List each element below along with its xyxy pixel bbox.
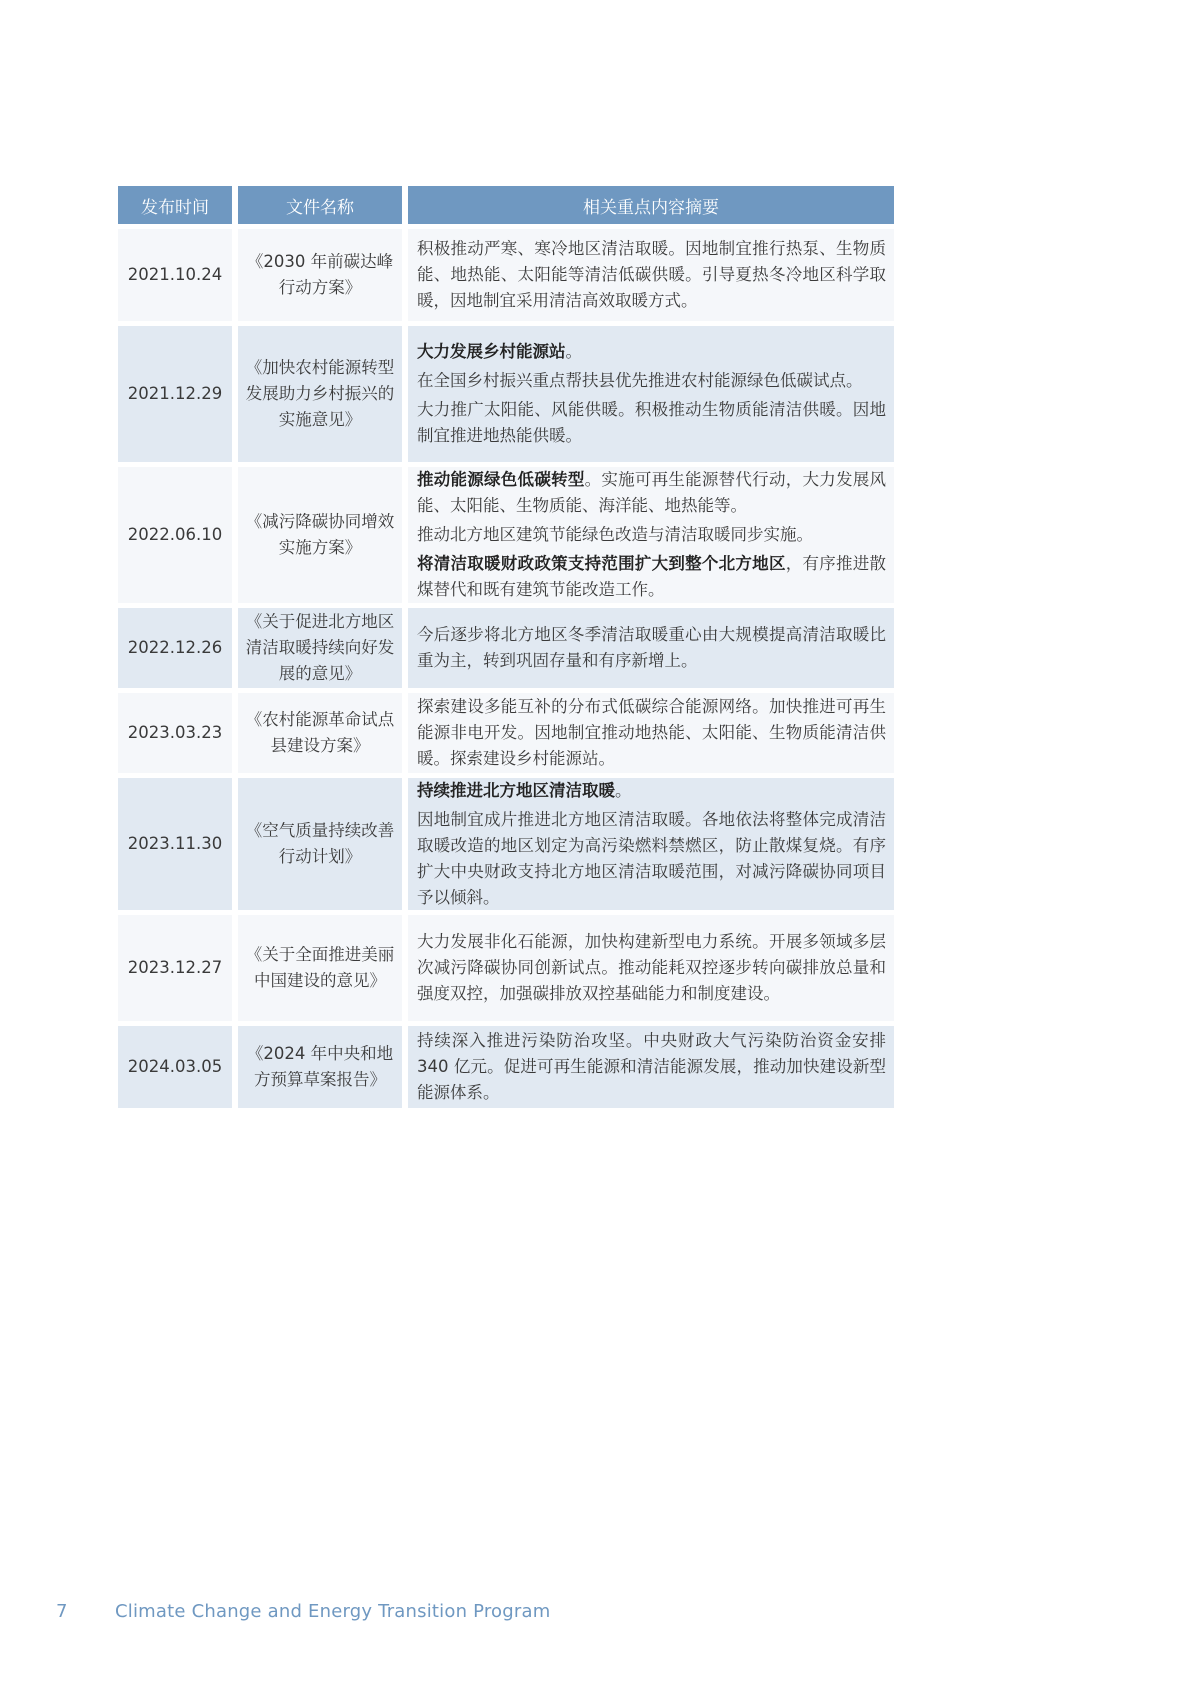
row-date: 2023.12.27	[118, 915, 232, 1021]
row-summary	[408, 693, 894, 773]
summary-text: 大力发展非化石能源，加快构建新型电力系统。开展多领域多层次减污降碳协同创新试点。推动能耗双控逐步转向碳排放总量和强度双控，加强碳排放双控基础能力和制度建设。	[417, 932, 886, 1003]
summary-paragraph	[417, 368, 886, 394]
row-date: 2023.11.30	[118, 778, 232, 910]
row-document-name: 《空气质量持续改善行动计划》	[238, 778, 402, 910]
summary-text: 大力推广太阳能、风能供暖。积极推动生物质能清洁供暖。因地制宜推进地热能供暖。	[417, 400, 886, 445]
row-document-name: 《减污降碳协同增效实施方案》	[238, 467, 402, 603]
summary-paragraph	[417, 236, 886, 314]
row-summary	[408, 778, 894, 910]
summary-highlight: 持续推进北方地区清洁取暖	[417, 780, 615, 800]
summary-text: 持续深入推进污染防治攻坚。中央财政大气污染防治资金安排 340 亿元。促进可再生能源和清洁能源发展，推动加快建设新型能源体系。	[417, 1031, 886, 1102]
header-summary: 相关重点内容摘要	[408, 186, 894, 224]
row-date: 2022.06.10	[118, 467, 232, 603]
row-document-name: 《农村能源革命试点县建设方案》	[238, 693, 402, 773]
summary-paragraph	[417, 339, 886, 365]
summary-paragraph	[417, 467, 886, 519]
summary-text: 积极推动严寒、寒冷地区清洁取暖。因地制宜推行热泵、生物质能、地热能、太阳能等清洁低碳供暖。引导夏热冬冷地区科学取暖，因地制宜采用清洁高效取暖方式。	[417, 239, 886, 310]
footer-program-name: Climate Change and Energy Transition Program	[115, 1601, 551, 1622]
row-document-name: 《2024 年中央和地方预算草案报告》	[238, 1026, 402, 1108]
row-date: 2022.12.26	[118, 608, 232, 688]
summary-paragraph	[417, 1028, 886, 1106]
row-date: 2021.12.29	[118, 326, 232, 462]
summary-text: 推动北方地区建筑节能绿色改造与清洁取暖同步实施。	[417, 525, 813, 544]
summary-paragraph	[417, 929, 886, 1007]
summary-paragraph	[417, 622, 886, 674]
row-document-name: 《关于促进北方地区清洁取暖持续向好发展的意见》	[238, 608, 402, 688]
summary-text: 因地制宜成片推进北方地区清洁取暖。各地依法将整体完成清洁取暖改造的地区划定为高污染燃料禁燃区，防止散煤复烧。有序扩大中央财政支持北方地区清洁取暖范围，对减污降碳协同项目予以倾斜。	[417, 809, 886, 907]
summary-text: 探索建设多能互补的分布式低碳综合能源网络。加快推进可再生能源非电开发。因地制宜推动地热能、太阳能、生物质能清洁供暖。探索建设乡村能源站。	[417, 697, 886, 768]
summary-highlight: 大力发展乡村能源站	[417, 342, 566, 361]
summary-paragraph	[417, 522, 886, 548]
summary-paragraph	[417, 551, 886, 603]
summary-highlight: 推动能源绿色低碳转型	[417, 470, 585, 489]
row-document-name: 《2030 年前碳达峰行动方案》	[238, 229, 402, 321]
summary-paragraph	[417, 397, 886, 449]
row-summary	[408, 326, 894, 462]
row-date: 2021.10.24	[118, 229, 232, 321]
row-summary	[408, 229, 894, 321]
summary-text: ，有序推进散煤替代和既有建筑节能改造工作。	[417, 554, 887, 599]
summary-text: 。	[565, 342, 582, 361]
row-document-name: 《关于全面推进美丽中国建设的意见》	[238, 915, 402, 1021]
summary-text: 今后逐步将北方地区冬季清洁取暖重心由大规模提高清洁取暖比重为主，转到巩固存量和有序新增上。	[417, 625, 886, 670]
summary-text: 。实施可再生能源替代行动，大力发展风能、太阳能、生物质能、海洋能、地热能等。	[417, 470, 887, 515]
row-summary	[408, 608, 894, 688]
summary-text: 在全国乡村振兴重点帮扶县优先推进农村能源绿色低碳试点。	[417, 371, 863, 390]
row-summary	[408, 467, 894, 603]
summary-paragraph	[417, 694, 886, 772]
page-number: 7	[56, 1601, 68, 1622]
row-summary	[408, 1026, 894, 1108]
row-date: 2023.03.23	[118, 693, 232, 773]
summary-text: 。	[615, 780, 632, 800]
header-date: 发布时间	[118, 186, 232, 224]
row-summary	[408, 915, 894, 1021]
row-date: 2024.03.05	[118, 1026, 232, 1108]
summary-paragraph	[417, 778, 886, 804]
summary-highlight: 将清洁取暖财政政策支持范围扩大到整个北方地区	[417, 554, 786, 573]
header-document-name: 文件名称	[238, 186, 402, 224]
policy-table	[118, 186, 894, 1108]
row-document-name: 《加快农村能源转型发展助力乡村振兴的实施意见》	[238, 326, 402, 462]
summary-paragraph	[417, 807, 886, 911]
